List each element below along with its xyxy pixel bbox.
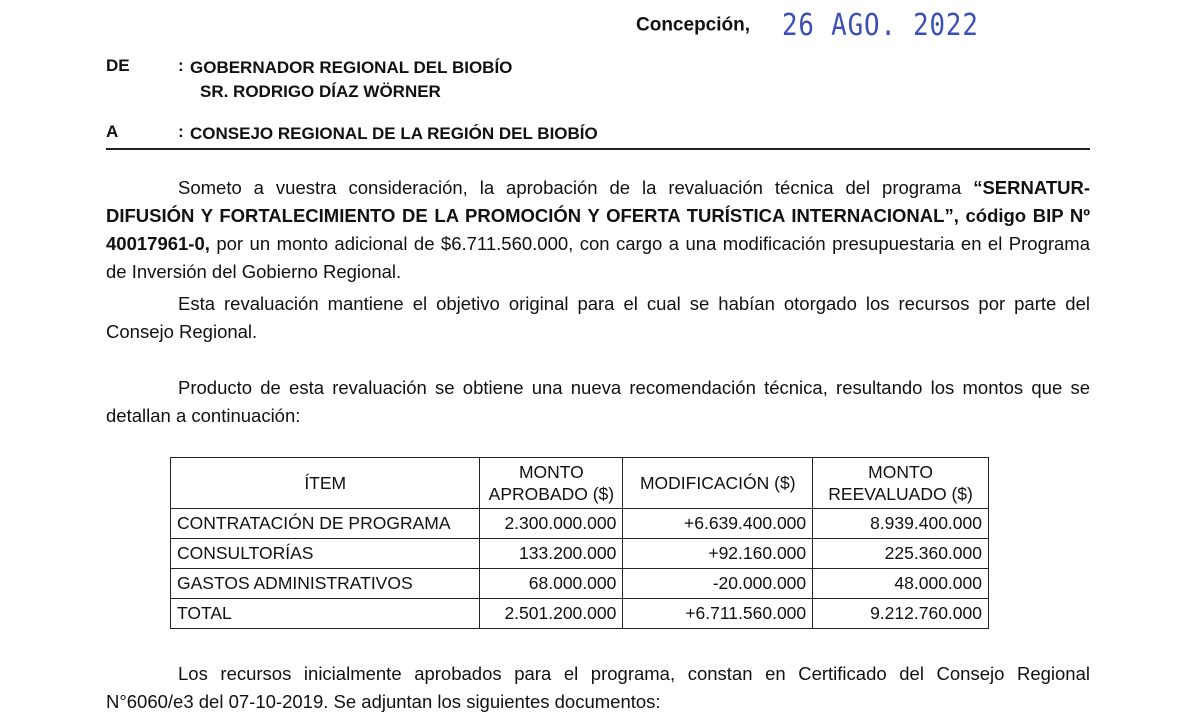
column-header-reevaluated: MONTO REEVALUADO ($) <box>813 458 989 509</box>
place-label: Concepción, <box>636 14 751 36</box>
column-header-modification: MODIFICACIÓN ($) <box>623 458 813 509</box>
paragraph-request <box>106 174 1090 286</box>
to-value: CONSEJO REGIONAL DE LA REGIÓN DEL BIOBÍO <box>190 124 598 143</box>
modification-cell: +6.639.400.000 <box>623 509 813 539</box>
request-amount-text: por un monto adicional de $6.711.560.000, con cargo a una modificación presupuestaria en el Programa de Inversión del Gobierno Regional. <box>106 233 1091 282</box>
paragraph-result <box>106 374 1090 430</box>
approved-cell: 2.300.000.000 <box>480 509 623 539</box>
from-line-1: GOBERNADOR REGIONAL DEL BIOBÍO <box>190 58 513 77</box>
item-cell: CONSULTORÍAS <box>171 539 480 569</box>
reevaluated-cell: 8.939.400.000 <box>813 509 989 539</box>
place-and-date <box>636 8 1011 43</box>
approved-cell: 2.501.200.000 <box>480 599 623 629</box>
from-key: DE <box>106 56 130 75</box>
modification-cell: +92.160.000 <box>623 539 813 569</box>
table-row <box>171 509 989 539</box>
paragraph-resources <box>106 660 1090 716</box>
table-row <box>171 539 989 569</box>
amounts-table <box>170 457 989 629</box>
reevaluated-cell: 48.000.000 <box>813 569 989 599</box>
paragraph-objective <box>106 290 1090 346</box>
objective-text: Esta revaluación mantiene el objetivo original para el cual se habían otorgado los recursos por parte del Consejo Regional. <box>106 293 1090 342</box>
table-total-row <box>171 599 989 629</box>
approved-cell: 133.200.000 <box>480 539 623 569</box>
date-stamp: 26 AGO. 2022 <box>782 8 980 43</box>
column-header-approved: MONTO APROBADO ($) <box>480 458 623 509</box>
to-key: A <box>106 122 119 141</box>
column-header-item: ÍTEM <box>171 458 480 509</box>
from-colon: : <box>178 56 184 75</box>
request-text: Someto a vuestra consideración, la aprobación de la revaluación técnica del programa <box>178 177 962 198</box>
resources-text: Los recursos inicialmente aprobados para el programa, constan en Certificado del Consejo Regional N°6060/e3 del 07-10-2019. Se adjuntan los siguientes documentos: <box>106 663 1090 712</box>
table-header-row <box>171 458 989 509</box>
to-colon: : <box>178 122 184 141</box>
item-cell: TOTAL <box>171 599 480 629</box>
reevaluated-cell: 9.212.760.000 <box>813 599 989 629</box>
result-text: Producto de esta revaluación se obtiene una nueva recomendación técnica, resultando los montos que se detallan a continuación: <box>106 377 1090 426</box>
modification-cell: +6.711.560.000 <box>623 599 813 629</box>
reevaluated-cell: 225.360.000 <box>813 539 989 569</box>
modification-cell: -20.000.000 <box>623 569 813 599</box>
table-row <box>171 569 989 599</box>
item-cell: CONTRATACIÓN DE PROGRAMA <box>171 509 480 539</box>
item-cell: GASTOS ADMINISTRATIVOS <box>171 569 480 599</box>
approved-cell: 68.000.000 <box>480 569 623 599</box>
header-divider <box>106 148 1090 150</box>
from-value <box>190 56 512 104</box>
program-name: “SERNATUR-DIFUSIÓN Y FORTALECIMIENTO DE LA PROMOCIÓN Y OFERTA TURÍSTICA INTERNACIONAL”, código BIP Nº 40017961-0, <box>106 177 1091 254</box>
from-line-2: SR. RODRIGO DÍAZ WÖRNER <box>200 82 441 101</box>
